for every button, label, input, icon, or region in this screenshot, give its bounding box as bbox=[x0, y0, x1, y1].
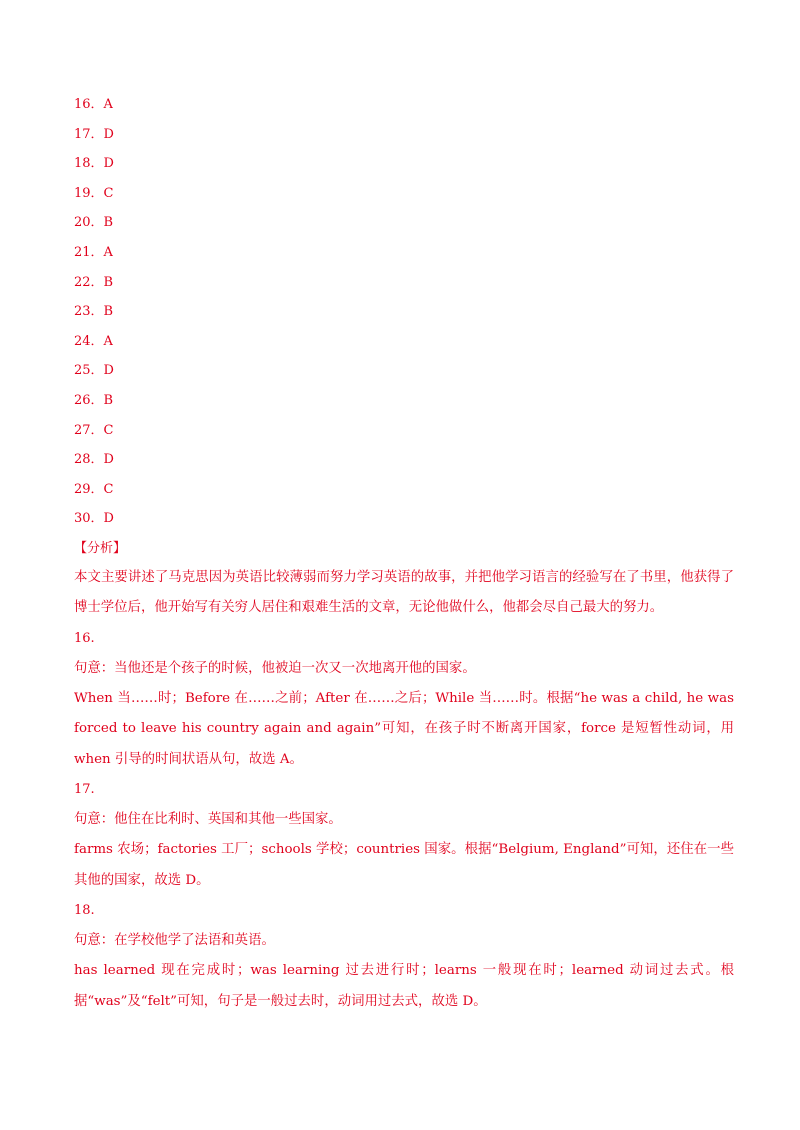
answer-letter: D bbox=[103, 363, 114, 379]
answer-item bbox=[74, 297, 734, 327]
answer-letter: D bbox=[103, 156, 114, 172]
answer-number: 18． bbox=[74, 156, 104, 172]
answer-letter: A bbox=[103, 333, 113, 349]
explanation-18 bbox=[74, 896, 734, 1017]
analysis-summary: 本文主要讲述了马克思因为英语比较薄弱而努力学习英语的故事，并把他学习语言的经验写在了书里，他获得了博士学位后，他开始写有关穷人居住和艰难生活的文章，无论他做什么，他都会尽自己最大的努力。 bbox=[74, 569, 734, 616]
answer-number: 20． bbox=[74, 215, 104, 231]
answer-letter: B bbox=[103, 392, 114, 408]
answer-number: 17． bbox=[74, 126, 104, 142]
answer-number: 28． bbox=[74, 452, 104, 468]
answer-item bbox=[74, 238, 734, 268]
answer-number: 16． bbox=[74, 97, 104, 112]
answer-letter: D bbox=[103, 126, 114, 142]
answer-item bbox=[74, 327, 734, 357]
sentence-meaning: 句意：当他还是个孩子的时候，他被迫一次又一次地离开他的国家。 bbox=[74, 660, 476, 676]
explanation-text: When 当……时；Before 在……之前；After 在……之后；While 当……时。根据“he was a child, he was forced to leave his country again and again”可知，在孩子时不断离开国家，force 是短暂性动词，用 when 引导的时间状语从句，故选 A。 bbox=[74, 690, 734, 767]
explanation-text: farms 农场；factories 工厂；schools 学校；countries 国家。根据“Belgium, England”可知，还住在一些其他的国家，故选 D。 bbox=[74, 842, 734, 888]
answer-item bbox=[74, 504, 734, 534]
answer-letter: B bbox=[103, 304, 114, 320]
answer-number: 21． bbox=[74, 244, 104, 260]
answer-number: 29． bbox=[74, 481, 104, 497]
question-number: 16. bbox=[74, 630, 95, 646]
answer-list bbox=[74, 90, 734, 534]
answer-item bbox=[74, 475, 734, 505]
explanation-16 bbox=[74, 624, 734, 776]
answer-item bbox=[74, 208, 734, 238]
answer-letter: B bbox=[103, 215, 114, 231]
answer-letter: C bbox=[103, 422, 114, 438]
question-number: 18. bbox=[74, 903, 95, 919]
answer-letter: B bbox=[103, 274, 114, 290]
answer-number: 23． bbox=[74, 304, 104, 320]
answer-number: 19． bbox=[74, 185, 104, 201]
sentence-meaning: 句意：他住在比利时、英国和其他一些国家。 bbox=[74, 812, 342, 828]
explanation-17 bbox=[74, 775, 734, 896]
answer-letter: A bbox=[103, 244, 113, 260]
answer-item bbox=[74, 179, 734, 209]
answer-number: 26． bbox=[74, 392, 104, 408]
answer-item bbox=[74, 149, 734, 179]
answer-item bbox=[74, 416, 734, 446]
question-number: 17. bbox=[74, 782, 95, 798]
sentence-meaning: 句意：在学校他学了法语和英语。 bbox=[74, 933, 275, 949]
answer-number: 25． bbox=[74, 363, 104, 379]
answer-letter: D bbox=[103, 452, 114, 468]
answer-letter: C bbox=[103, 481, 114, 497]
answer-number: 30． bbox=[74, 511, 104, 527]
document-page bbox=[74, 90, 734, 1017]
answer-item bbox=[74, 268, 734, 298]
answer-item bbox=[74, 356, 734, 386]
answer-number: 27． bbox=[74, 422, 104, 438]
answer-item bbox=[74, 90, 734, 120]
answer-item bbox=[74, 120, 734, 150]
answer-item bbox=[74, 445, 734, 475]
answer-number: 24． bbox=[74, 333, 104, 349]
analysis-heading: 【分析】 bbox=[74, 540, 127, 556]
answer-letter: C bbox=[103, 185, 114, 201]
answer-letter: A bbox=[103, 97, 113, 112]
explanation-text: has learned 现在完成时；was learning 过去进行时；learns 一般现在时；learned 动词过去式。根据“was”及“felt”可知，句子是一般过去时，动词用过去式，故选 D。 bbox=[74, 963, 734, 1009]
answer-letter: D bbox=[103, 511, 114, 527]
answer-number: 22． bbox=[74, 274, 104, 290]
answer-item bbox=[74, 386, 734, 416]
